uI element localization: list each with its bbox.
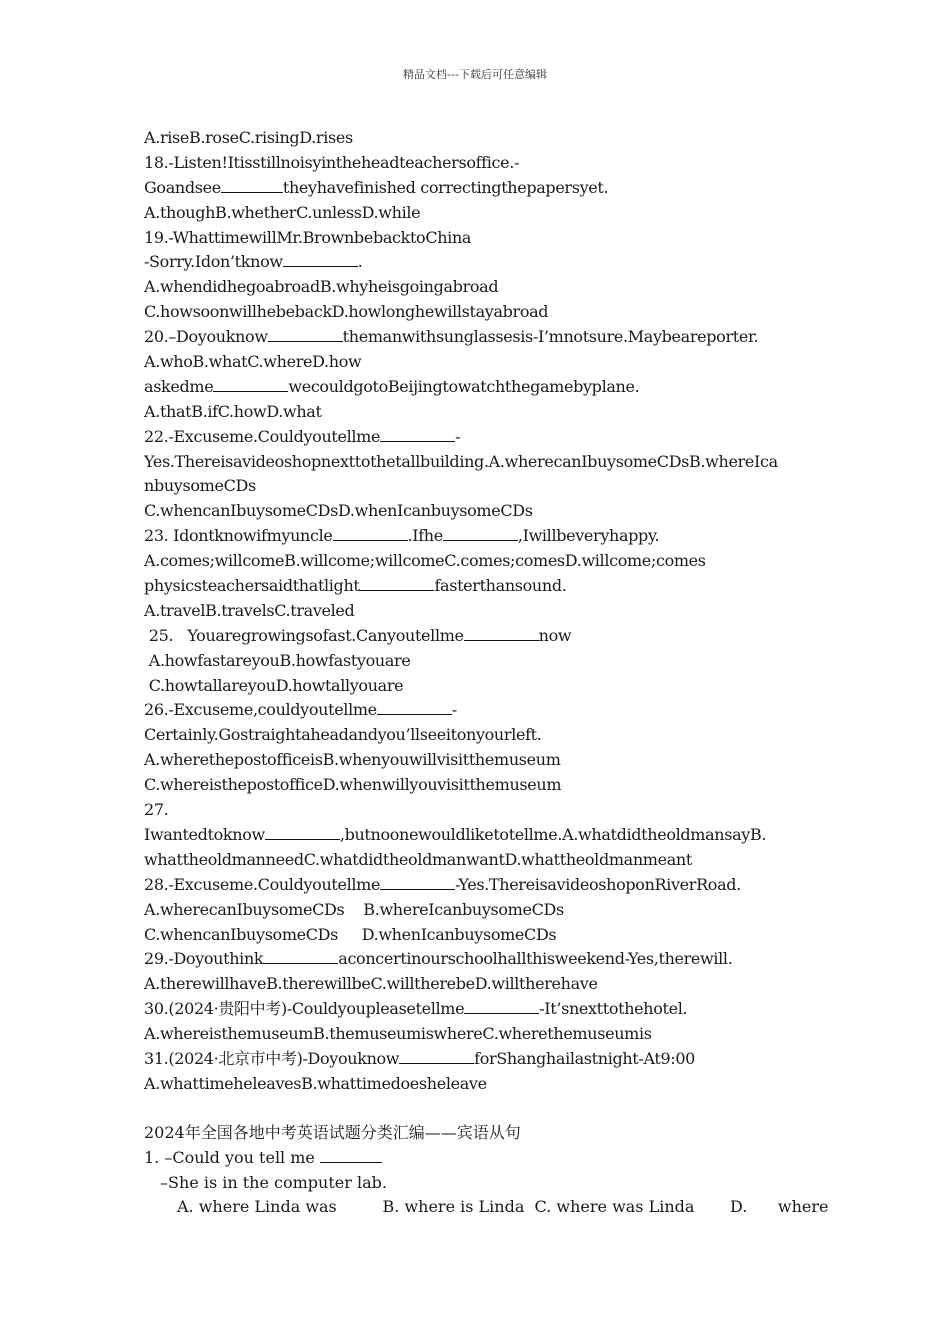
options-line: A.whereisthemuseumB.themuseumiswhereC.wherethemuseumis [144, 1024, 652, 1044]
question-26: 26.-Excuseme,couldyoutellme - [144, 700, 457, 720]
text-line: Certainly.Gostraightaheadandyou’llseeitonyourleft. [144, 725, 542, 745]
answer-blank [265, 825, 340, 840]
question-31: 31.(2024·北京市中考)-Doyouknow forShanghailastnight-At9:00 [144, 1048, 695, 1068]
text-line: A.riseB.roseC.risingD.rises [144, 128, 353, 147]
options-line: C.howsoonwillhebebackD.howlonghewillstayabroad [144, 302, 549, 322]
question-29: 29.-Doyouthink aconcertinourschoolhallthisweekend-Yes,therewill. [144, 949, 733, 969]
question-20: 20.–Doyouknow themanwithsunglassesis-I’mnotsure.Maybeareporter. [144, 327, 759, 347]
options-line: A.wherethepostofficeisB.whenyouwillvisitthemuseum [144, 750, 561, 770]
options-line: A. where Linda was B. where is Linda C. where was Linda D. where [177, 1197, 829, 1217]
document-body [144, 126, 829, 1220]
question-25: 25. Youaregrowingsofast.Canyoutellme now [144, 625, 572, 645]
answer-blank [213, 377, 288, 392]
options-line: C.howtallareyouD.howtallyouare [144, 675, 404, 695]
options-line: A.therewillhaveB.therewillbeC.willtherebeD.willtherehave [144, 974, 598, 994]
answer-line: –She is in the computer lab. [160, 1172, 387, 1192]
options-line: A.wherecanIbuysomeCDs B.whereIcanbuysomeCDs [144, 899, 564, 919]
answer-blank [263, 949, 338, 964]
answer-blank [464, 626, 539, 641]
question-24: physicsteachersaidthatlight fasterthansound. [144, 576, 567, 596]
text-line: Iwantedtoknow ,butnoonewouldliketotellme.A.whatdidtheoldmansayB. [144, 824, 767, 844]
section-spacer [144, 1097, 814, 1121]
section-title: 2024年全国各地中考英语试题分类汇编——宾语从句 [144, 1122, 521, 1142]
options-line: A.travelB.travelsC.traveled [144, 600, 355, 620]
question-23: 23. Idontknowifmyuncle .Ifhe ,Iwillbeveryhappy. [144, 526, 660, 546]
answer-blank [377, 700, 452, 715]
question-1: 1. –Could you tell me [144, 1146, 814, 1171]
text-line: Goandsee theyhavefinished correctingthepapersyet. [144, 177, 609, 197]
answer-blank [221, 178, 283, 193]
answer-blank [380, 875, 455, 890]
question-27: 27. [144, 800, 169, 820]
question-30: 30.(2024·贵阳中考)-Couldyoupleasetellme -It’snexttothehotel. [144, 999, 688, 1019]
answer-blank [443, 526, 518, 541]
question-28: 28.-Excuseme.Couldyoutellme -Yes.ThereisavideoshoponRiverRoad. [144, 874, 741, 894]
text-line: -Sorry.Idon’tknow . [144, 252, 363, 272]
options-line: A.comes;willcomeB.willcome;willcomeC.comes;comesD.willcome;comes [144, 551, 706, 571]
options-line: A.whoB.whatC.whereD.how [144, 352, 362, 372]
question-18: 18.-Listen!Itisstillnoisyintheheadteachersoffice.- [144, 152, 520, 172]
question-21: askedme wecouldgotoBeijingtowatchthegamebyplane. [144, 376, 640, 396]
options-line: A.whattimeheleavesB.whattimedoesheleave [144, 1073, 487, 1093]
options-line: C.whencanIbuysomeCDs D.whenIcanbuysomeCDs [144, 924, 557, 944]
options-line: A.thoughB.whetherC.unlessD.while [144, 202, 421, 222]
answer-blank [464, 999, 539, 1014]
options-line: C.whencanIbuysomeCDsD.whenIcanbuysomeCDs [144, 501, 533, 521]
answer-blank [268, 327, 343, 342]
question-19: 19.-WhattimewillMr.BrownbebacktoChina [144, 227, 472, 247]
answer-blank [399, 1049, 474, 1064]
question-22: 22.-Excuseme.Couldyoutellme - [144, 426, 461, 446]
options-line: C.whereisthepostofficeD.whenwillyouvisitthemuseum [144, 775, 562, 795]
answer-blank [283, 252, 358, 267]
text-line: nbuysomeCDs [144, 476, 256, 496]
options-line: A.whendidhegoabroadB.whyheisgoingabroad [144, 277, 499, 297]
text-line: Yes.Thereisavideoshopnexttothetallbuilding.A.wherecanIbuysomeCDsB.whereIca [144, 451, 778, 471]
options-line: whattheoldmanneedC.whatdidtheoldmanwantD.whattheoldmanmeant [144, 849, 692, 869]
answer-blank [359, 576, 434, 591]
page-header: 精品文档---下载后可任意编辑 [403, 68, 547, 81]
options-line: A.thatB.ifC.howD.what [144, 401, 322, 421]
answer-blank [333, 526, 408, 541]
options-line: A.howfastareyouB.howfastyouare [144, 650, 411, 670]
answer-blank [320, 1148, 382, 1163]
answer-blank [380, 427, 455, 442]
